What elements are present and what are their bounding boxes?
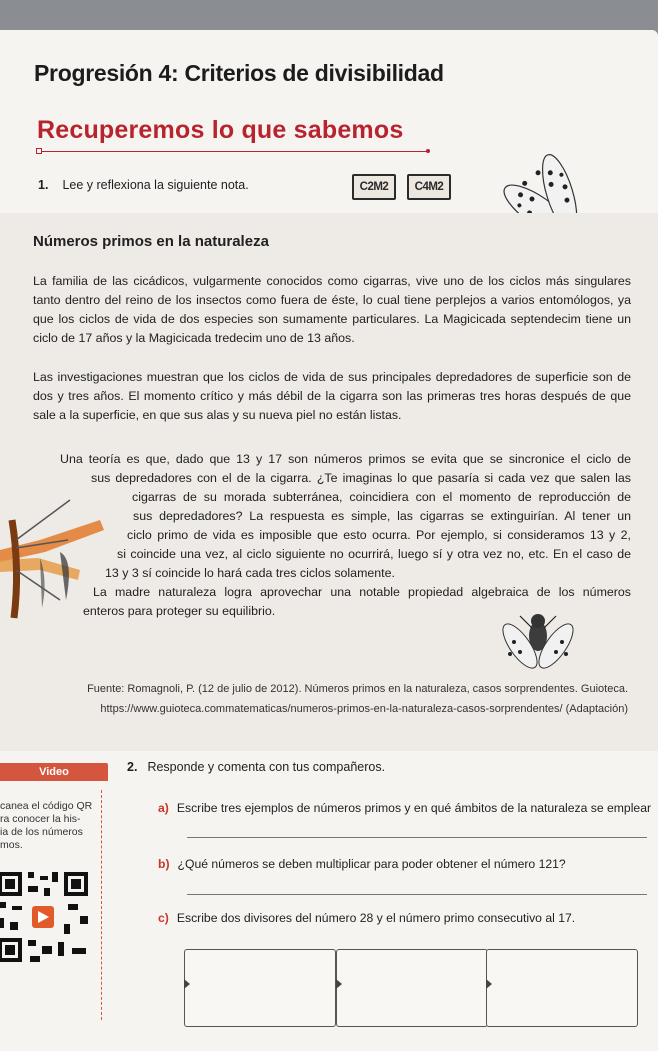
paragraph-line: La madre naturaleza logra aprovechar una notable propiedad algebraica de los números (93, 585, 631, 599)
item-text: Escribe dos divisores del número 28 y el número primo consecutivo al 17. (176, 911, 576, 925)
note-paragraph-3 (33, 450, 631, 621)
question-2-number: 2. (127, 760, 138, 774)
paragraph-line: sus depredadores con el de la cigarra. ¿Te imaginas lo que pasaría si cada vez que salen las (91, 471, 631, 485)
paragraph-line: 13 y 3 sí coincide lo hará cada tres ciclos solamente. (105, 566, 395, 580)
section-subtitle: Recuperemos lo que sabemos (37, 116, 404, 144)
note-title: Números primos en la naturaleza (33, 233, 269, 250)
answer-line[interactable] (187, 837, 647, 838)
paragraph-line: sus depredadores? La respuesta es simple, las cigarras se extinguirían. Al tener un (133, 509, 631, 523)
question-2c (158, 911, 575, 925)
answer-box[interactable] (184, 949, 336, 1027)
subtitle-rule-dot (426, 149, 430, 153)
item-text: ¿Qué números se deben multiplicar para poder obtener el número 121? (177, 857, 566, 871)
subtitle-rule-square (36, 148, 42, 154)
item-label: a) (158, 801, 169, 815)
paragraph-line: cigarras de su morada subterránea, coincidiera con el momento de reproducción de (132, 490, 631, 504)
subtitle-underline (37, 151, 429, 152)
item-label: c) (158, 911, 169, 925)
question-1-number: 1. (38, 178, 49, 192)
question-1-text: Lee y reflexiona la siguiente nota. (62, 178, 249, 192)
question-2-text: Responde y comenta con tus compañeros. (147, 760, 386, 774)
paragraph-line: si coincide una vez, al ciclo siguiente no ocurrirá, luego sí y otra vez no, etc. En el caso de (117, 547, 631, 561)
item-label: b) (158, 857, 170, 871)
paragraph-line: Una teoría es que, dado que 13 y 17 son números primos se evita que se sincronice el ciclo de (60, 452, 631, 466)
paragraph-line: ciclo primo de vida es imposible que esto ocurra. Por ejemplo, si consideramos 13 y 2, (127, 528, 631, 542)
competency-code-badge: C2M2 (352, 174, 396, 200)
video-instructions (0, 800, 100, 852)
instruction-line: ia de los números (0, 826, 83, 838)
item-text: Escribe tres ejemplos de números primos y en qué ámbitos de la naturaleza se emplear (176, 801, 652, 815)
source-url[interactable]: https://www.guioteca.commatematicas/numeros-primos-en-la-naturaleza-casos-sorprendentes/ (Adaptación) (100, 703, 628, 715)
note-paragraph-2: Las investigaciones muestran que los ciclos de vida de sus principales depredadores de superficie son de dos y tres años. El momento crítico y más débil de la cigarra son las primeras tres horas después de que sale a la superficie, en que sus alas y su nueva piel no están listas. (33, 370, 631, 422)
paragraph-line: enteros para proteger su equilibrio. (83, 604, 276, 618)
page-title: Progresión 4: Criterios de divisibilidad (34, 60, 444, 86)
fly-illustration-icon (496, 606, 580, 678)
instruction-line: canea el código QR (0, 800, 93, 812)
question-1 (38, 178, 249, 192)
source-citation: Fuente: Romagnoli, P. (12 de julio de 2012). Números primos en la naturaleza, casos sorprendentes. Guioteca. (87, 683, 628, 695)
answer-box-marker-icon (184, 979, 190, 989)
question-2 (127, 760, 385, 774)
answer-line[interactable] (187, 894, 647, 895)
answer-box[interactable] (336, 949, 488, 1027)
instruction-line: ra conocer la his- (0, 813, 81, 825)
competency-code-badge: C4M2 (407, 174, 451, 200)
sidebar-divider (101, 790, 102, 1020)
textbook-page (0, 30, 658, 1051)
question-2b (158, 857, 566, 871)
video-tab[interactable]: Video (0, 763, 108, 781)
instruction-line: mos. (0, 839, 23, 851)
question-2a (158, 801, 651, 815)
qr-code-icon[interactable] (0, 868, 92, 966)
answer-box-marker-icon (486, 979, 492, 989)
answer-box[interactable] (486, 949, 638, 1027)
answer-box-marker-icon (336, 979, 342, 989)
winged-insect-illustration-icon (0, 480, 112, 620)
note-paragraph-1: La familia de las cicádicos, vulgarmente conocidos como cigarras, vive uno de los ciclos más singulares tanto dentro del reino de los insectos como fuera de éste, lo cual tiene perplejos a varios entomólogos, ya que los ciclos de vida de dos especies son sumamente particulares. La Magicicada septendecim tiene un ciclo de 17 años y la Magicicada tredecim uno de 13 años. (33, 274, 631, 345)
